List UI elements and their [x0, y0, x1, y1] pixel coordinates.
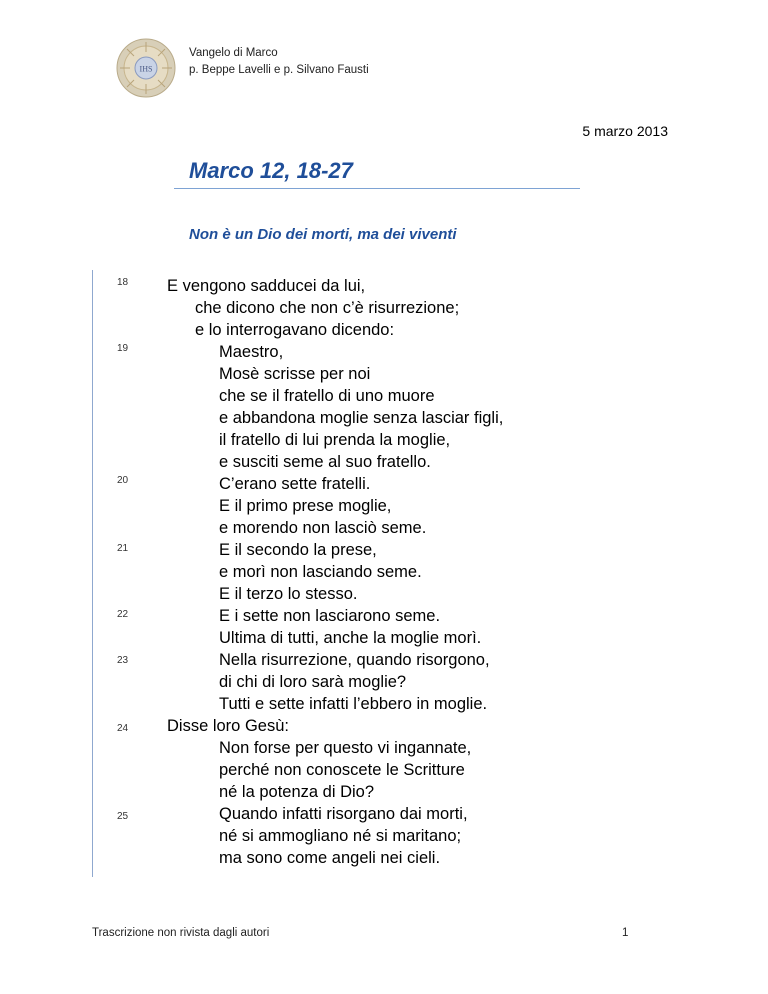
verse-line: né la potenza di Dio? [219, 783, 375, 801]
verse-line: C’erano sette fratelli. [219, 475, 371, 493]
margin-bar [92, 270, 93, 877]
verse-line: e susciti seme al suo fratello. [219, 453, 431, 471]
verse-line: Ultima di tutti, anche la moglie morì. [219, 629, 482, 647]
verse-number: 25 [117, 811, 129, 822]
verse-line: Maestro, [219, 343, 284, 361]
verse-line: e morendo non lasciò seme. [219, 519, 427, 537]
verse-number: 22 [117, 609, 129, 620]
verse-number: 20 [117, 475, 129, 486]
document-date: 5 marzo 2013 [582, 123, 668, 139]
page-number: 1 [622, 927, 629, 939]
svg-text:IHS: IHS [139, 64, 153, 74]
verse-line: Nella risurrezione, quando risorgono, [219, 651, 490, 669]
verse-line: Mosè scrisse per noi [219, 365, 371, 383]
verse-number: 18 [117, 277, 129, 288]
verse-line: E il primo prese moglie, [219, 497, 392, 515]
footer-note: Trascrizione non rivista dagli autori [92, 927, 270, 939]
verse-number: 24 [117, 723, 129, 734]
document-header [189, 45, 369, 79]
verse-line: che se il fratello di uno muore [219, 387, 435, 405]
verse-line: ma sono come angeli nei cieli. [219, 849, 441, 867]
verse-line: né si ammogliano né si maritano; [219, 827, 462, 845]
verse-line: E il secondo la prese, [219, 541, 377, 559]
verse-line: di chi di loro sarà moglie? [219, 673, 407, 691]
verse-line: Disse loro Gesù: [167, 717, 289, 735]
verse-line: E vengono sadducei da lui, [167, 277, 366, 295]
verse-line: e morì non lasciando seme. [219, 563, 422, 581]
verse-line: e abbandona moglie senza lasciar figli, [219, 409, 504, 427]
verse-line: E i sette non lasciarono seme. [219, 607, 441, 625]
verse-line: Quando infatti risorgano dai morti, [219, 805, 468, 823]
verse-line: che dicono che non c’è risurrezione; [195, 299, 460, 317]
verse-number: 21 [117, 543, 129, 554]
verse-number: 23 [117, 655, 129, 666]
verse-number: 19 [117, 343, 129, 354]
header-authors: p. Beppe Lavelli e p. Silvano Fausti [189, 64, 369, 76]
verse-line: E il terzo lo stesso. [219, 585, 358, 603]
page-title: Marco 12, 18-27 [189, 158, 353, 183]
header-series: Vangelo di Marco [189, 47, 278, 59]
page-subtitle: Non è un Dio dei morti, ma dei viventi [189, 226, 457, 243]
title-divider [174, 188, 580, 189]
verse-line: Non forse per questo vi ingannate, [219, 739, 472, 757]
ihs-emblem-logo [116, 38, 176, 98]
verse-line: il fratello di lui prenda la moglie, [219, 431, 451, 449]
verse-line: e lo interrogavano dicendo: [195, 321, 395, 339]
verse-line: perché non conoscete le Scritture [219, 761, 465, 779]
verse-line: Tutti e sette infatti l’ebbero in moglie. [219, 695, 488, 713]
